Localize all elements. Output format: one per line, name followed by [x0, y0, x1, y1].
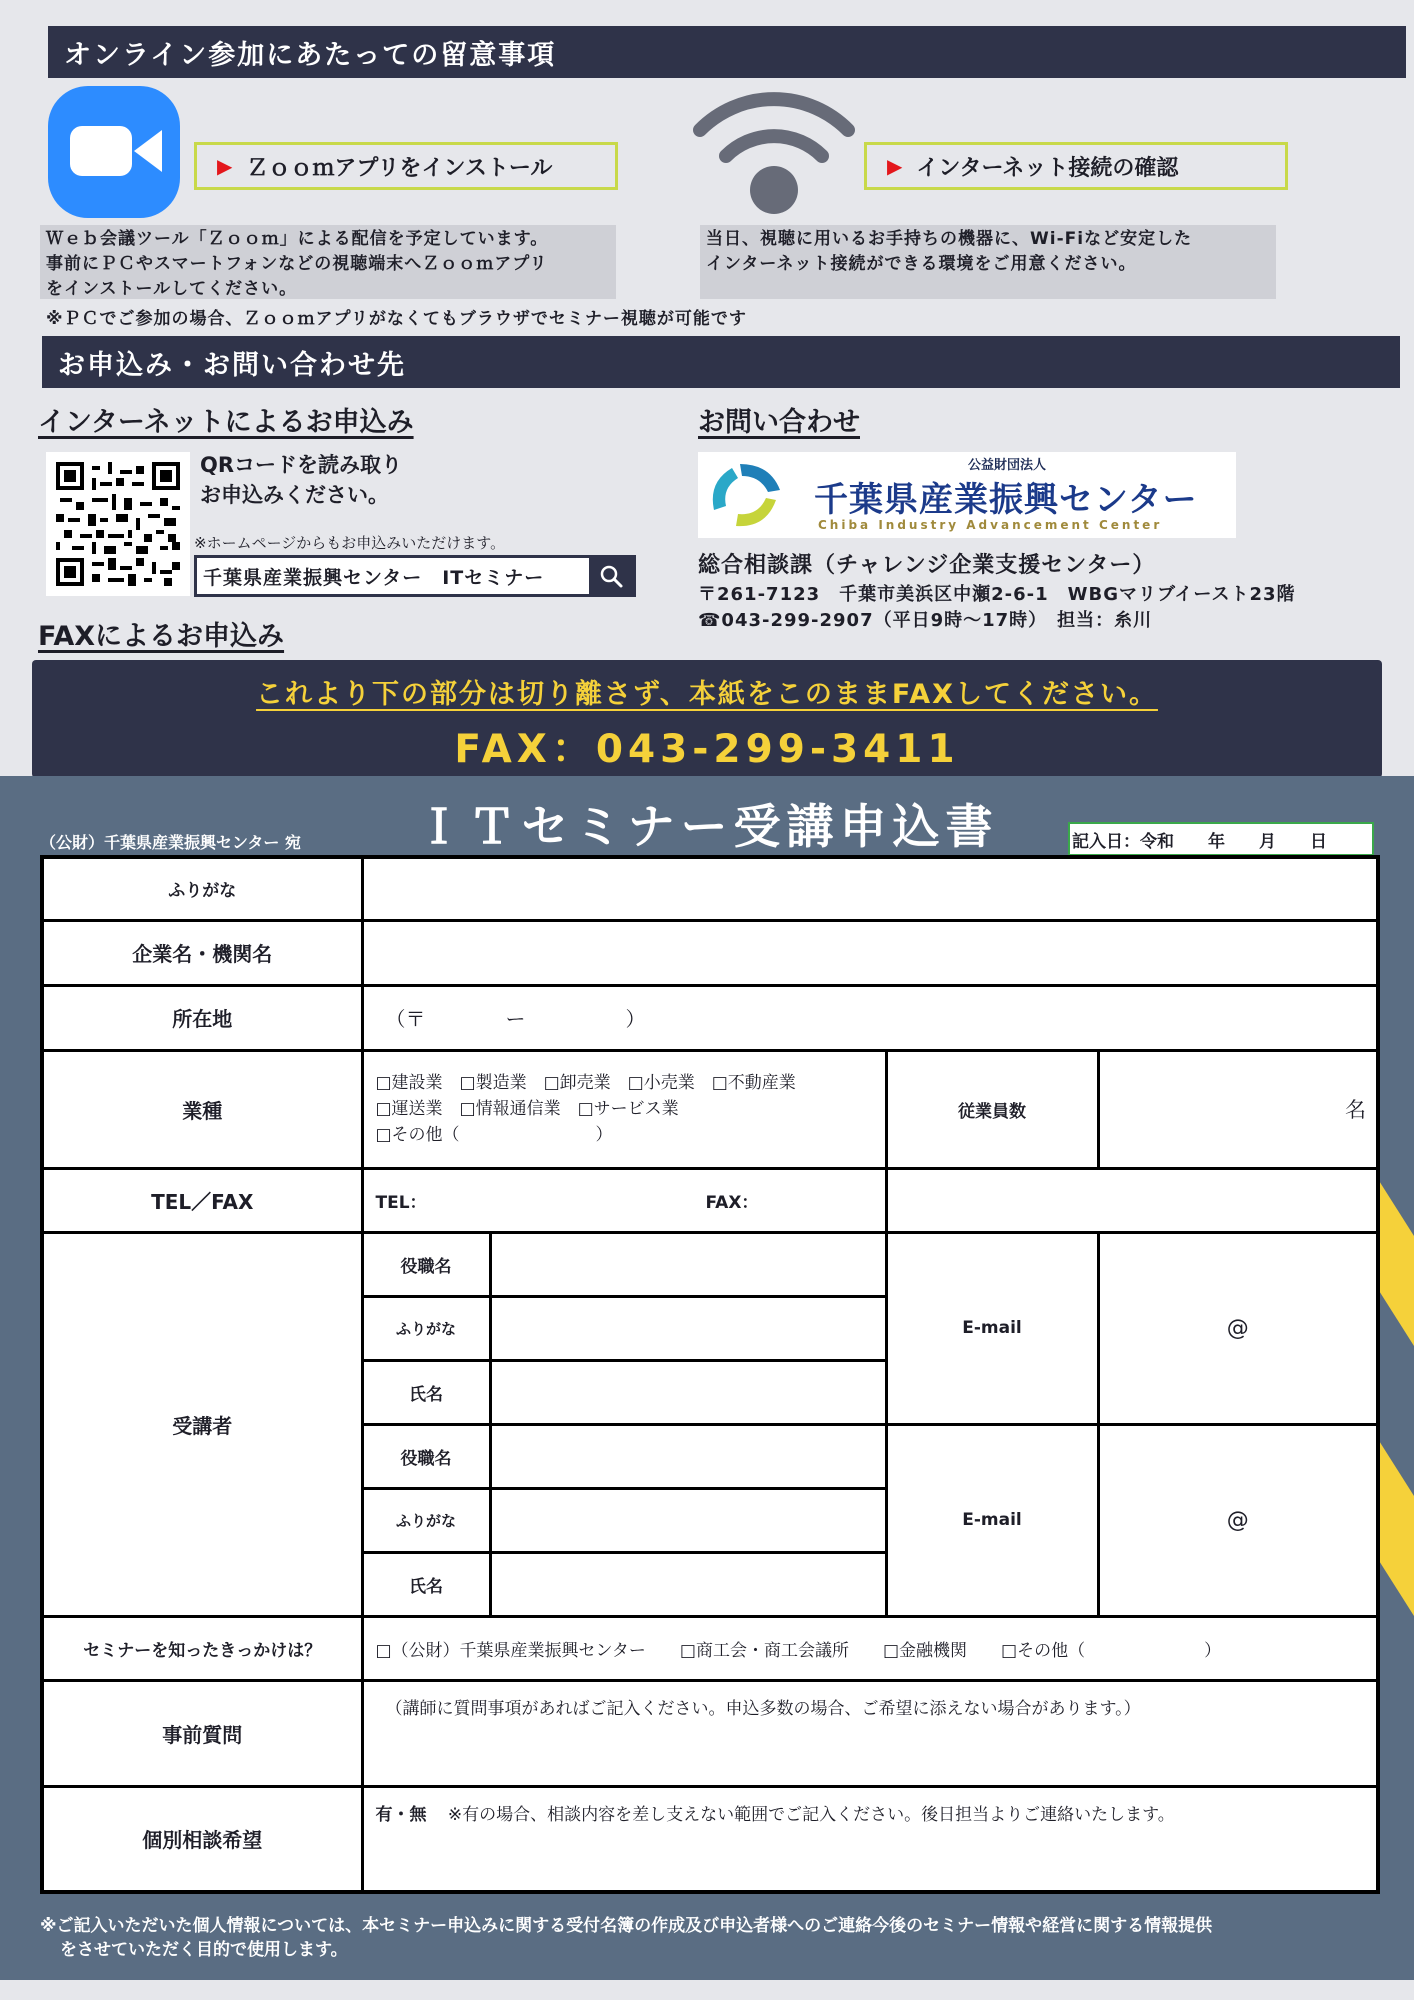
email-label-1: E-mail [886, 1232, 1098, 1424]
online-section-title: オンライン参加にあたっての留意事項 [64, 39, 557, 71]
play-arrow-icon: ▶ [217, 154, 233, 178]
position-label-1: 役職名 [362, 1232, 490, 1296]
fax-apply-heading: FAXによるお申込み [38, 621, 285, 652]
internet-apply-heading: インターネットによるお申込み [38, 407, 414, 438]
form-addressee: （公財）千葉県産業振興センター 宛 [40, 833, 301, 852]
search-icon [598, 563, 624, 589]
industry-options[interactable]: □建設業 □製造業 □卸売業 □小売業 □不動産業 □運送業 □情報通信業 □サービス業 □その他（ ） [362, 1050, 886, 1168]
consult-yesno[interactable]: 有・無 [375, 1804, 427, 1825]
inquiry-heading: お問い合わせ [698, 407, 860, 438]
org-logo [698, 452, 1236, 538]
location-field[interactable]: （〒 ー ） [362, 985, 1378, 1050]
address: 〒261-7123 千葉市美浜区中瀬2-6-1 WBGマリブイースト23階 [698, 584, 1296, 605]
email-label-2: E-mail [886, 1424, 1098, 1616]
form-row-attendee1-position [42, 1232, 1378, 1296]
date-field[interactable]: 記入日：令和 年 月 日 [1068, 822, 1374, 856]
internet-description: 当日、視聴に用いるお手持ちの機器に、Wi-Fiなど安定した インターネット接続ができる環境をご用意ください。 [700, 225, 1276, 299]
name-label-2: 氏名 [362, 1552, 490, 1616]
source-options[interactable]: □（公財）千葉県産業振興センター □商工会・商工会議所 □金融機関 □その他（ ） [362, 1616, 1378, 1680]
contact-section-title-bar [42, 336, 1400, 388]
internet-check-button[interactable]: ▶ インターネット接続の確認 [864, 142, 1288, 190]
zoom-install-button[interactable]: ▶ Ｚｏｏｍアプリをインストール [194, 142, 618, 190]
form-row-source [42, 1616, 1378, 1680]
org-english: Chiba Industry Advancement Center [818, 518, 1163, 532]
consult-field[interactable] [362, 1786, 1378, 1892]
search-input[interactable]: 千葉県産業振興センター ITセミナー [203, 566, 545, 589]
play-arrow-icon: ▶ [887, 154, 903, 178]
position-field-1[interactable] [490, 1232, 886, 1296]
form-row-location [42, 985, 1378, 1050]
name-field-2[interactable] [490, 1552, 886, 1616]
search-button[interactable] [589, 558, 633, 594]
form-row-consult [42, 1786, 1378, 1892]
furigana-label-1: ふりがな [362, 1296, 490, 1360]
attendee-furigana-field-2[interactable] [490, 1488, 886, 1552]
pc-note: ※ＰＣでご参加の場合、Ｚｏｏｍアプリがなくてもブラウザでセミナー視聴が可能です [46, 309, 747, 329]
prequestion-label: 事前質問 [42, 1680, 362, 1786]
employees-field[interactable]: 名 [1098, 1050, 1378, 1168]
qr-instructions: QRコードを読み取り お申込みください。 [200, 453, 403, 507]
attendee-furigana-field-1[interactable] [490, 1296, 886, 1360]
attendee-label: 受講者 [42, 1232, 362, 1616]
online-section-title-bar [48, 26, 1406, 78]
consult-label: 個別相談希望 [42, 1786, 362, 1892]
application-form [40, 855, 1380, 1894]
dept-name: 総合相談課（チャレンジ企業支援センター） [698, 553, 1156, 578]
org-small-label: 公益財団法人 [968, 458, 1047, 473]
email-field-1[interactable]: @ [1098, 1232, 1378, 1424]
form-row-furigana [42, 857, 1378, 920]
fax-notice: これより下の部分は切り離さず、本紙をこのままFAXしてください。 [256, 679, 1158, 710]
telfax-label: TEL／FAX [42, 1168, 362, 1232]
search-box[interactable] [194, 555, 636, 597]
furigana-field[interactable] [362, 857, 1378, 920]
tel-field[interactable]: TEL： [362, 1168, 886, 1232]
form-row-prequestion [42, 1680, 1378, 1786]
zoom-icon [48, 86, 180, 218]
consult-note: ※有の場合、相談内容を差し支えない範囲でご記入ください。後日担当よりご連絡いたします。 [447, 1804, 1175, 1825]
form-row-industry [42, 1050, 1378, 1168]
org-logo-icon [704, 458, 786, 532]
form-title: ＩＴセミナー受講申込書 [415, 800, 999, 855]
prequestion-field[interactable]: （講師に質問事項があればご記入ください。申込多数の場合、ご希望に添えない場合があります。） [362, 1680, 1378, 1786]
name-label-1: 氏名 [362, 1360, 490, 1424]
source-label: セミナーを知ったきっかけは？ [42, 1616, 362, 1680]
furigana-label-2: ふりがな [362, 1488, 490, 1552]
zoom-description: Ｗｅｂ会議ツール「Ｚｏｏｍ」による配信を予定しています。 事前にＰＣやスマートフォンなどの視聴端末へＺｏｏｍアプリ をインストールしてください。 [40, 225, 616, 299]
privacy-note: ※ご記入いただいた個人情報については、本セミナー申込みに関する受付名簿の作成及び申込者様へのご連絡今後のセミナー情報や経営に関する情報提供 をさせていただく目的で使用します。 [40, 1916, 1213, 1960]
contact-section-title: お申込み・お問い合わせ先 [58, 349, 406, 381]
phone: ☎043-299-2907（平日9時～17時） 担当：糸川 [698, 610, 1153, 631]
wifi-icon [692, 86, 856, 216]
homepage-note: ※ホームページからもお申込みいただけます。 [194, 534, 506, 552]
fax-banner [32, 660, 1382, 778]
furigana-label: ふりがな [42, 857, 362, 920]
employees-label: 従業員数 [886, 1050, 1098, 1168]
form-row-company [42, 920, 1378, 985]
fax-field[interactable]: FAX： [886, 1168, 1378, 1232]
company-label: 企業名・機関名 [42, 920, 362, 985]
qr-code-icon [56, 462, 180, 586]
form-row-telfax [42, 1168, 1378, 1232]
industry-label: 業種 [42, 1050, 362, 1168]
email-field-2[interactable]: @ [1098, 1424, 1378, 1616]
position-label-2: 役職名 [362, 1424, 490, 1488]
company-field[interactable] [362, 920, 1378, 985]
position-field-2[interactable] [490, 1424, 886, 1488]
org-name: 千葉県産業振興センター [814, 480, 1198, 520]
fax-number: FAX：043-299-3411 [454, 727, 960, 772]
name-field-1[interactable] [490, 1360, 886, 1424]
location-label: 所在地 [42, 985, 362, 1050]
qr-code[interactable] [46, 452, 190, 596]
